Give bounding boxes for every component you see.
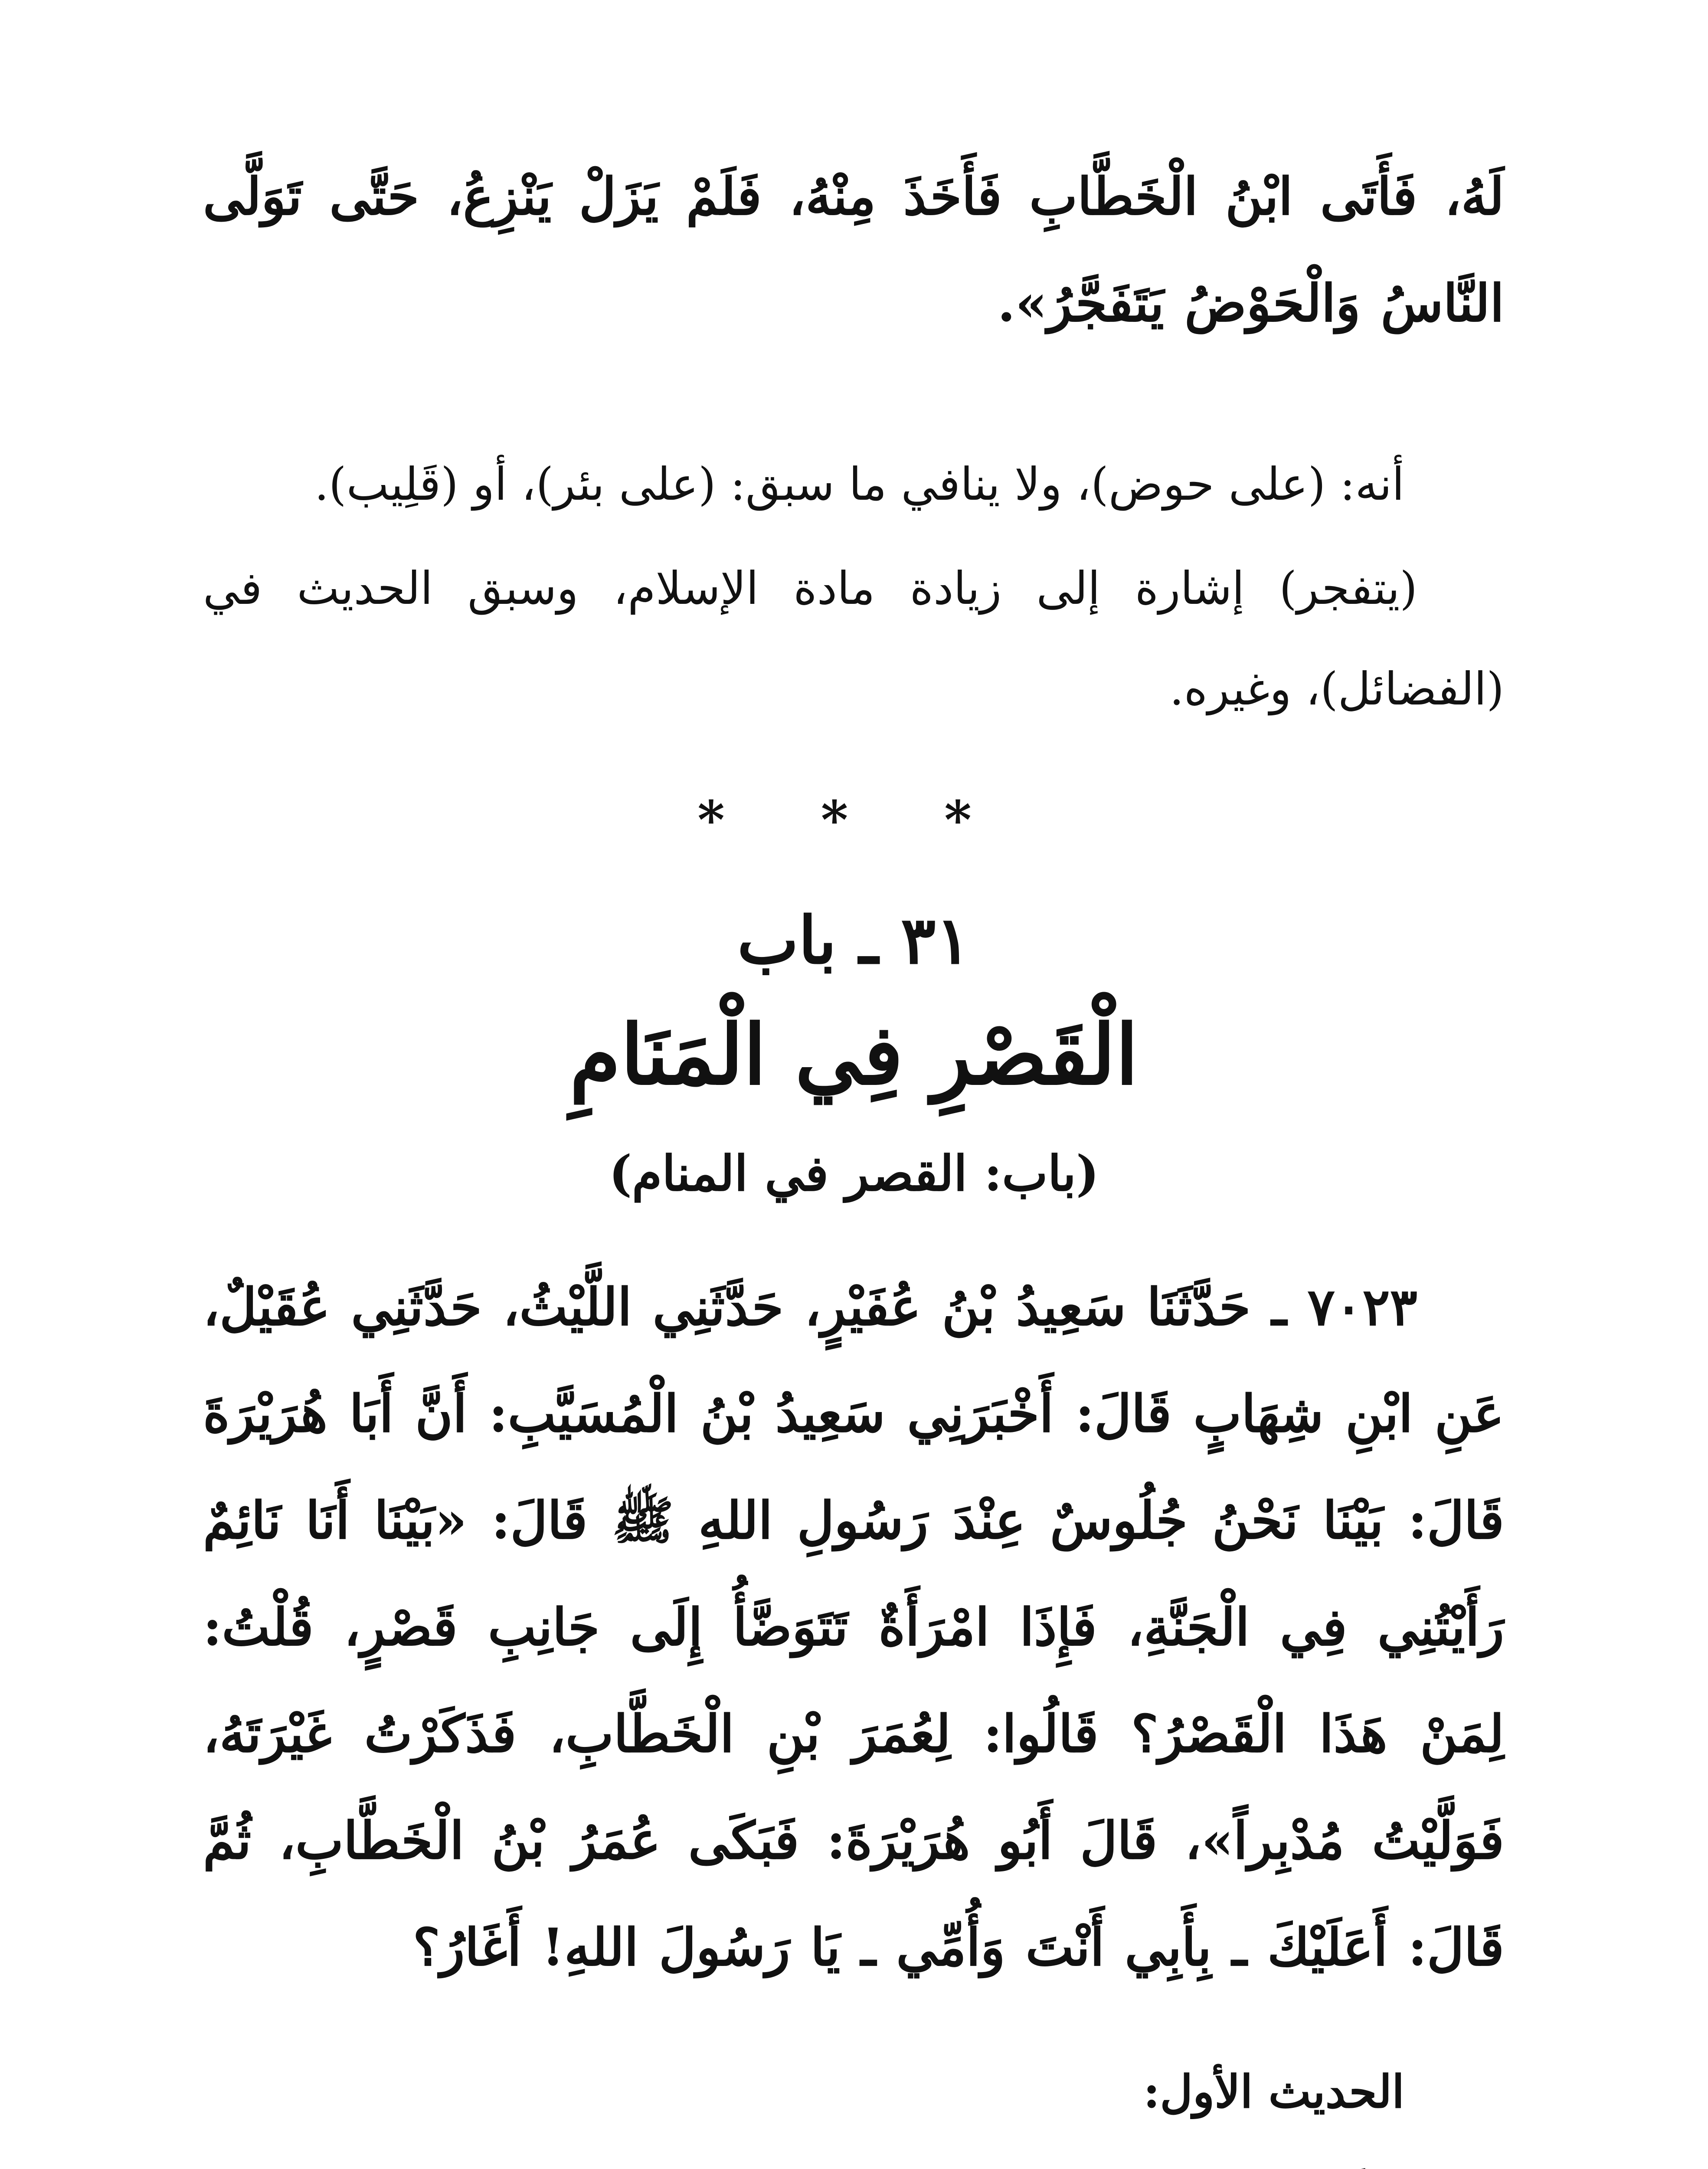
commentary-line: أنه: (على حوض)، ولا ينافي ما سبق: (على بئر)، أو (قَلِيب). — [314, 458, 1404, 511]
hadith-7023-text: ٧٠٢٣ ـ حَدَّثَنَا سَعِيدُ بْنُ عُفَيْرٍ، حَدَّثَنِي اللَّيْثُ، حَدَّثَنِي عُقَيْلٌ، عَنِ ابْنِ شِهَابٍ قَالَ: أَخْبَرَنِي سَعِيدُ بْنُ الْمُسَيَّبِ: أَنَّ أَبَا هُرَيْرَةَ قَالَ: بَيْنَا نَحْنُ جُلُوسٌ عِنْدَ رَسُولِ اللهِ ﷺ قَالَ: «بَيْنَا أَنَا نَائِمٌ رَأَيْتُنِي فِي الْجَنَّةِ، فَإِذَا امْرَأَةٌ تَتَوَضَّأُ إِلَى جَانِبِ قَصْرٍ، قُلْتُ: لِمَنْ هَذَا الْقَصْرُ؟ قَالُوا: لِعُمَرَ بْنِ الْخَطَّابِ، فَذَكَرْتُ غَيْرَتَهُ، فَوَلَّيْتُ مُدْبِراً»، قَالَ أَبُو هُرَيْرَةَ: فَبَكَى عُمَرُ بْنُ الْخَطَّابِ، ثُمَّ قَالَ: أَعَلَيْكَ ـ بِأَبِي أَنْتَ وَأُمِّي ـ يَا رَسُولَ اللهِ! أَغَارُ؟ — [203, 1277, 1504, 1977]
chapter-subtitle: (باب: القصر في المنام) — [609, 1145, 1099, 1202]
chapter-number: ٣١ ـ باب — [737, 902, 971, 979]
commentary-paragraph: (يتفجر) إشارة إلى زيادة مادة الإسلام، وسبق الحديث في (الفضائل)، وغيره. — [203, 562, 1504, 715]
first-hadith-heading: الحديث الأول: — [1143, 2065, 1404, 2118]
chapter-title: الْقَصْرِ فِي الْمَنَامِ — [569, 1006, 1139, 1103]
hadith-continuation-text: لَهُ، فَأَتَى ابْنُ الْخَطَّابِ فَأَخَذَ مِنْهُ، فَلَمْ يَزَلْ يَنْزِعُ، حَتَّى تَوَلَّى النَّاسُ وَالْحَوْضُ يَتَفَجَّرُ». — [203, 166, 1504, 333]
section-separator: * * * — [697, 790, 1011, 851]
